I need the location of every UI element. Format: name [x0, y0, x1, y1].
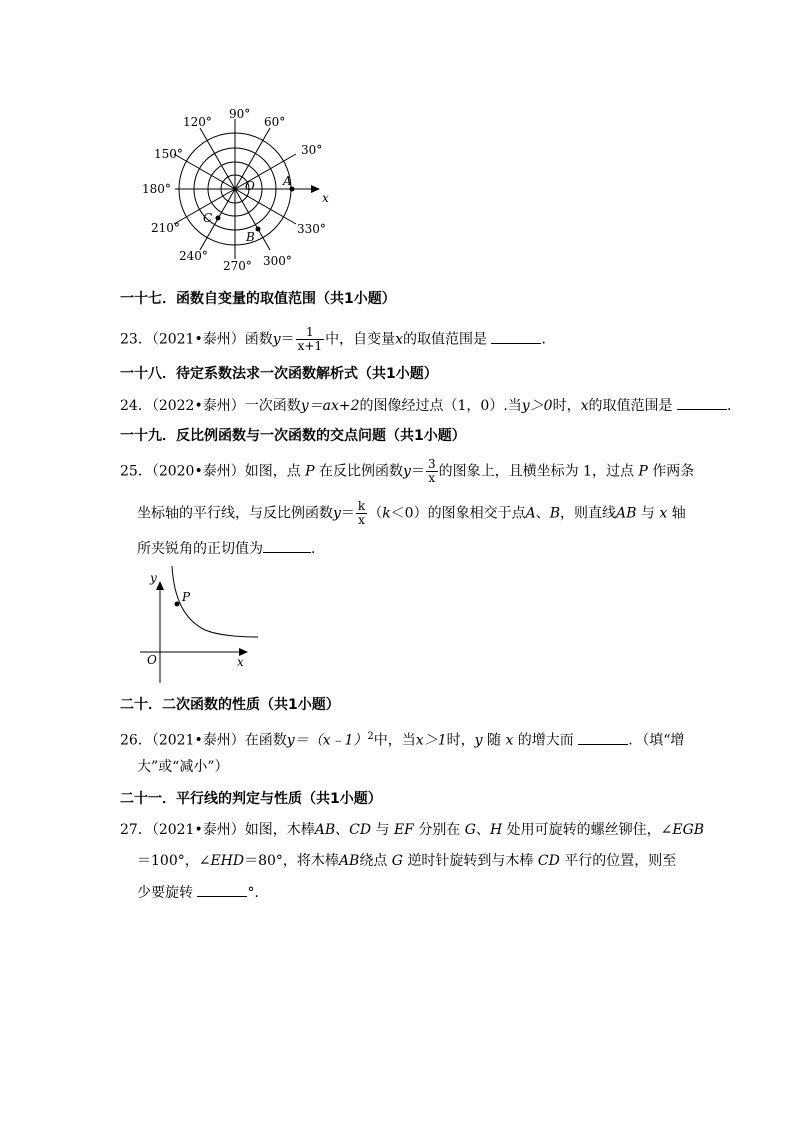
section-19-heading: 一十九．反比例函数与一次函数的交点问题（共1小题）	[120, 428, 466, 444]
q23-frac-num: 1	[296, 326, 324, 340]
q25-line2-d: ，则直线	[560, 505, 617, 522]
q25-text-b: 的图象上，且横坐标为 1，过点	[438, 463, 634, 480]
origin-label: O	[147, 653, 157, 667]
q27-line2-c: 绕点	[359, 853, 388, 869]
question-27-line1	[120, 820, 704, 840]
q25-sep: 、	[535, 505, 550, 522]
x-axis-arrow-icon	[311, 185, 320, 193]
y-axis-arrow-icon	[156, 581, 164, 590]
q25-var-k: k	[382, 505, 391, 522]
q25-point-a: A	[525, 505, 536, 522]
q26-mid: 中，当	[373, 732, 416, 749]
q24-answer-blank[interactable]	[677, 395, 727, 410]
q25-line2-var-y: y	[333, 505, 341, 522]
q25-point-p-2: P	[638, 463, 648, 480]
q24-prefix: 24．（2022•泰州）一次函数	[120, 398, 301, 414]
question-27-line2	[137, 851, 676, 871]
q27-text-c: 分别在	[418, 822, 461, 838]
q27-g: G	[464, 822, 476, 838]
q27-ab: AB	[314, 822, 336, 838]
q26-prefix: 26．（2021•泰州）在函数	[120, 732, 287, 749]
q27-line2-a: ＝100°，∠	[137, 853, 211, 869]
label-240: 240°	[179, 249, 208, 263]
q27-line2-e: 平行的位置，则至	[564, 853, 677, 869]
q25-frac1-den: x	[428, 471, 436, 485]
q25-line2-b: （	[368, 505, 383, 522]
x-axis-label: x	[237, 655, 244, 669]
section-20-heading: 二十．二次函数的性质（共1小题）	[120, 697, 340, 713]
question-25-line1	[120, 458, 694, 485]
q25-line2-a: 坐标轴的平行线，与反比例函数	[137, 505, 333, 522]
q24-mid: 的图像经过点（1，0）.当	[359, 398, 522, 414]
q27-line3: 少要旋转	[137, 885, 193, 901]
q26-answer-blank[interactable]	[578, 730, 628, 745]
section-18-heading: 一十八．待定系数法求一次函数解析式（共1小题）	[120, 366, 438, 382]
q25-text-a: 在反比例函数	[319, 463, 404, 480]
q27-line2-d: 逆时针旋转到与木棒	[407, 853, 534, 869]
point-p-dot	[175, 602, 180, 607]
q26-mid4: 的增大而	[517, 732, 574, 749]
q27-cd-2: CD	[537, 853, 560, 869]
label-210: 210°	[151, 221, 180, 235]
q26-var-x: x	[505, 732, 514, 749]
q25-frac1-num: 3	[427, 457, 436, 471]
q27-answer-blank[interactable]	[197, 882, 247, 897]
label-120: 120°	[183, 115, 212, 129]
q25-point-p: P	[305, 463, 315, 480]
q25-point-b: B	[549, 505, 561, 522]
q25-line2-f: 轴	[671, 505, 686, 522]
q25-line2-e: 与	[640, 505, 655, 522]
q27-ab-2: AB	[338, 853, 360, 869]
point-p-label: P	[182, 590, 191, 604]
q26-sup: 2	[367, 731, 374, 742]
q23-mid: 中，自变量	[325, 331, 396, 348]
label-180: 180°	[142, 182, 171, 196]
label-150: 150°	[154, 147, 183, 161]
q26-mid3: 随	[486, 732, 501, 749]
q23-frac-den: x+1	[297, 339, 323, 353]
q26-mid2: 时，	[446, 732, 475, 749]
q25-line2-c: ＜0）的图象相交于点	[390, 505, 526, 522]
hyperbola-figure	[135, 565, 265, 685]
q27-line2-b: ＝80°，将木棒	[244, 853, 339, 869]
q24-var-x: x	[580, 398, 589, 414]
q26-var-y: y	[474, 732, 483, 749]
q27-text-b: 与	[375, 822, 390, 838]
q23-eq: ＝	[280, 331, 295, 348]
origin-label: O	[245, 179, 255, 193]
q27-sep-2: 、	[475, 822, 490, 838]
q25-fraction-2	[356, 500, 367, 527]
label-270: 270°	[223, 259, 252, 273]
q23-fraction	[296, 326, 324, 353]
q25-axis-x: x	[659, 505, 668, 522]
q25-line2-eq: ＝	[340, 505, 355, 522]
q25-line-ab: AB	[616, 505, 637, 522]
section-17-heading: 一十七．函数自变量的取值范围（共1小题）	[120, 291, 396, 307]
q23-prefix: 23．（2021•泰州）函数	[120, 331, 273, 348]
q27-egb: EGB	[672, 822, 705, 838]
question-25-line3	[137, 538, 325, 559]
question-27-line3	[137, 882, 268, 903]
q24-suffix: 的取值范围是	[588, 398, 673, 414]
q25-eq: ＝	[410, 463, 425, 480]
q26-cond: x＞1	[415, 732, 447, 749]
q25-fraction-1	[426, 458, 438, 485]
question-26-line1	[120, 727, 684, 751]
question-26-line2: 大”或“减小”）	[137, 759, 229, 775]
q23-suffix: 的取值范围是	[403, 331, 487, 348]
q23-answer-blank[interactable]	[491, 329, 541, 344]
section-21-heading: 二十一．平行线的判定与性质（共1小题）	[120, 791, 382, 807]
q27-text-a: 27．（2021•泰州）如图，木棒	[120, 822, 315, 838]
q27-ef: EF	[393, 822, 414, 838]
q27-sep: 、	[335, 822, 350, 838]
q23-end: ．	[541, 331, 556, 348]
q25-text-c: 作两条	[652, 463, 695, 480]
q25-frac2-num: k	[357, 499, 366, 513]
q27-text-d: 处用可旋转的螺丝铆住，∠	[506, 822, 673, 838]
label-300: 300°	[263, 254, 292, 268]
q24-expr: y＝ax+2	[300, 398, 360, 414]
q23-var-y: y	[272, 331, 281, 348]
q25-answer-blank[interactable]	[263, 538, 311, 553]
q25-prefix: 25．（2020•泰州）如图，点	[120, 463, 301, 480]
question-23	[120, 326, 555, 353]
point-b-label: B	[246, 230, 255, 244]
q25-line3: 所夹锐角的正切值为	[137, 541, 263, 557]
q26-suffix: ．（填“增	[628, 732, 685, 749]
question-24	[120, 395, 741, 416]
label-90: 90°	[229, 107, 251, 121]
q27-g-2: G	[391, 853, 403, 869]
q25-var-y: y	[403, 463, 411, 480]
q24-mid2: 时，	[552, 398, 581, 414]
q24-end: ．	[726, 398, 741, 414]
y-axis-label: y	[150, 571, 157, 585]
q23-var-x: x	[395, 331, 403, 348]
point-a-label: A	[283, 174, 292, 188]
point-c-dot	[216, 216, 221, 221]
q27-end: °．	[247, 885, 269, 901]
label-330: 330°	[297, 222, 326, 236]
label-60: 60°	[264, 115, 286, 129]
label-30: 30°	[301, 143, 323, 157]
polar-figure	[140, 100, 340, 280]
q25-end: ．	[311, 541, 325, 557]
point-b-dot	[256, 227, 261, 232]
question-25-line2	[137, 500, 686, 527]
q27-cd: CD	[349, 822, 372, 838]
q24-cond: y＞0	[521, 398, 553, 414]
q27-ehd: EHD	[210, 853, 245, 869]
x-axis-label: x	[322, 191, 329, 205]
q27-h: H	[489, 822, 503, 838]
point-c-label: C	[203, 211, 213, 225]
q26-expr: y＝（x﹣1）	[286, 732, 368, 749]
q25-frac2-den: x	[358, 513, 365, 527]
